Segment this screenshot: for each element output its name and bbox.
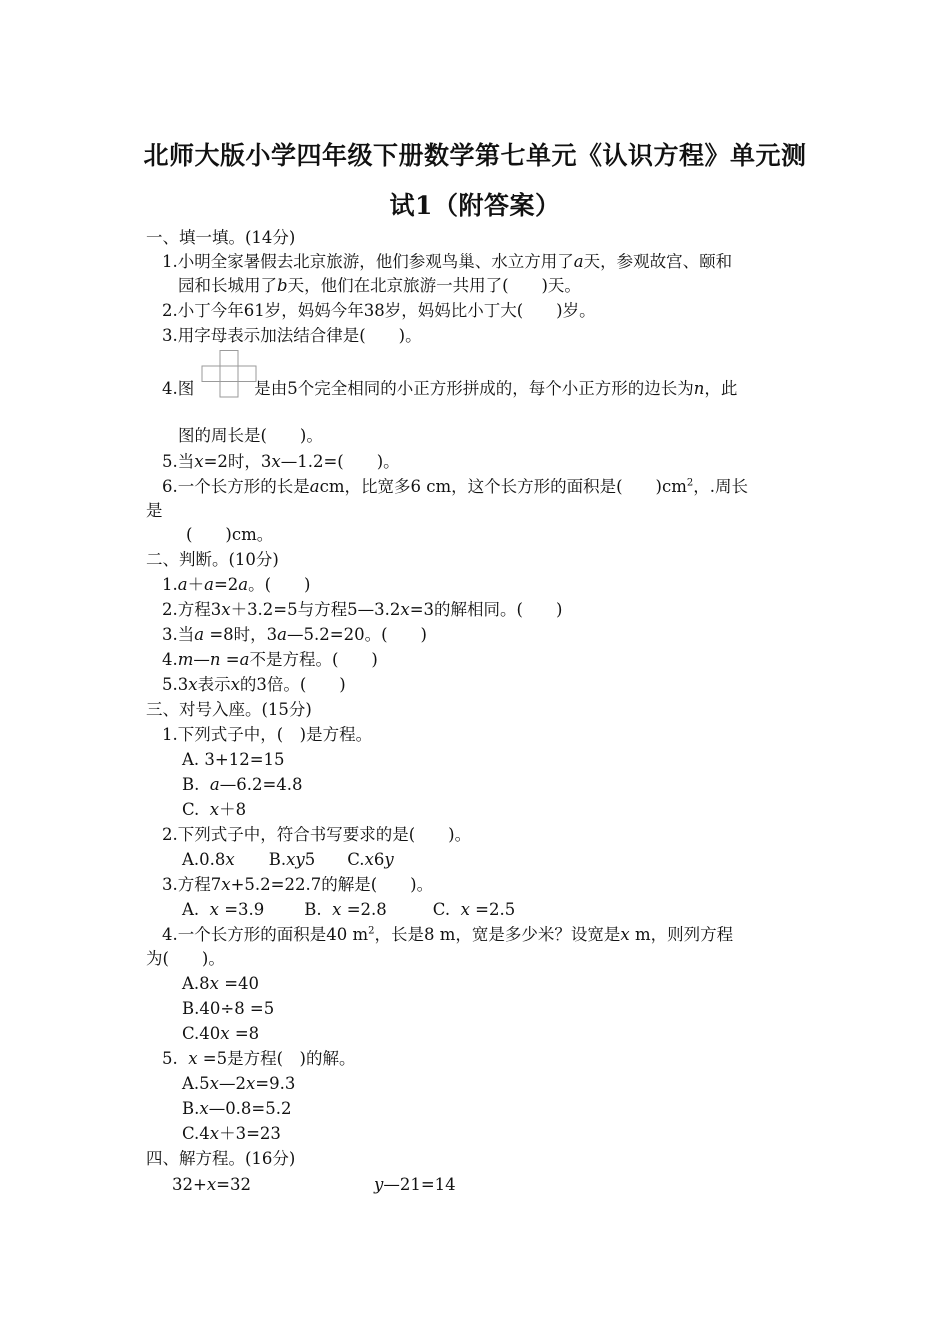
- s1-q6-line-1: 6.一个长方形的长是acm，比宽多6 cm，这个长方形的面积是( )$cm^2$，.周长: [162, 477, 748, 496]
- s2-q1: 1.a＋a=2a。( ): [162, 575, 311, 594]
- section-1-heading: 一、填一填。(14分): [146, 228, 296, 247]
- s1-q4-line-1: 4.图 是由5个完全相同的小正方形拼成的，每个小正方形的边长为n，此: [162, 379, 738, 398]
- s3-q3-option-b: B. x =2.8: [304, 900, 387, 919]
- s3-q3-options: [182, 899, 515, 921]
- s3-q2-option-c: C.x6y: [347, 850, 394, 869]
- s3-q1-option-b: B. a—6.2=4.8: [182, 775, 303, 794]
- section-4-heading: 四、解方程。(16分): [146, 1149, 296, 1168]
- s1-q4-line-2: 图的周长是( )。: [178, 426, 323, 445]
- s3-q3-stem: 3.方程7x+5.2=22.7的解是( )。: [162, 875, 434, 894]
- s1-q5: 5.当x=2时，3x—1.2=( )。: [162, 452, 400, 471]
- s3-q5-option-a: A.5x—2x=9.3: [182, 1074, 296, 1093]
- s1-q6-line-3: ( )cm。: [186, 525, 274, 544]
- s2-q3: 3.当a =8时，3a—5.2=20。( ): [162, 625, 427, 644]
- s3-q2-options: [182, 849, 394, 871]
- s3-q2-option-b: B.xy5: [268, 850, 316, 869]
- s2-q2: 2.方程3x＋3.2=5与方程5—3.2x=3的解相同。( ): [162, 600, 563, 619]
- s1-q1-line-1: 1.小明全家暑假去北京旅游，他们参观鸟巢、水立方用了a天，参观故宫、颐和: [162, 252, 733, 271]
- s3-q3-option-c: C. x =2.5: [432, 900, 516, 919]
- s2-q4: 4.m—n =a不是方程。( ): [162, 650, 378, 669]
- s3-q4-stem-line-1: 4.一个长方形的面积是40 $m^2$，长是8 m，宽是多少米？设宽是x m，则列方程: [162, 925, 734, 944]
- s1-q1-line-2: 园和长城用了b天，他们在北京旅游一共用了( )天。: [178, 276, 581, 295]
- section-2-heading: 二、判断。(10分): [146, 550, 279, 569]
- s3-q4-option-c: C.40x =8: [182, 1024, 260, 1043]
- s3-q5-option-c: C.4x＋3=23: [182, 1124, 281, 1143]
- s2-q5: 5.3x表示x的3倍。( ): [162, 675, 346, 694]
- s3-q2-option-a: A.0.8x: [182, 850, 235, 869]
- s3-q1-option-a: A. 3+12=15: [182, 750, 285, 769]
- s1-q2: 2.小丁今年61岁，妈妈今年38岁，妈妈比小丁大( )岁。: [162, 301, 596, 320]
- section-3-heading: 三、对号入座。(15分): [146, 700, 312, 719]
- page-title-line-2: 试1（附答案）: [389, 191, 561, 220]
- s3-q4-option-a: A.8x =40: [182, 974, 260, 993]
- s4-equation-1: 32+x=32: [172, 1175, 251, 1194]
- s3-q3-option-a: A. x =3.9: [182, 900, 265, 919]
- s3-q4-option-b: B.40÷8 =5: [182, 999, 275, 1018]
- s3-q5-stem: 5. x =5是方程( )的解。: [162, 1049, 356, 1068]
- s4-equation-2: y—21=14: [374, 1175, 456, 1194]
- s3-q4-stem-line-2: 为( )。: [146, 949, 225, 968]
- s3-q1-stem: 1.下列式子中，( )是方程。: [162, 725, 373, 744]
- s3-q2-stem: 2.下列式子中，符合书写要求的是( )。: [162, 825, 472, 844]
- s3-q5-option-b: B.x—0.8=5.2: [182, 1099, 292, 1118]
- page-title-line-1: 北师大版小学四年级下册数学第七单元《认识方程》单元测: [143, 141, 807, 170]
- s1-q3: 3.用字母表示加法结合律是( )。: [162, 326, 422, 345]
- s1-q6-line-2: 是: [146, 501, 163, 520]
- s3-q1-option-c: C. x＋8: [182, 800, 247, 819]
